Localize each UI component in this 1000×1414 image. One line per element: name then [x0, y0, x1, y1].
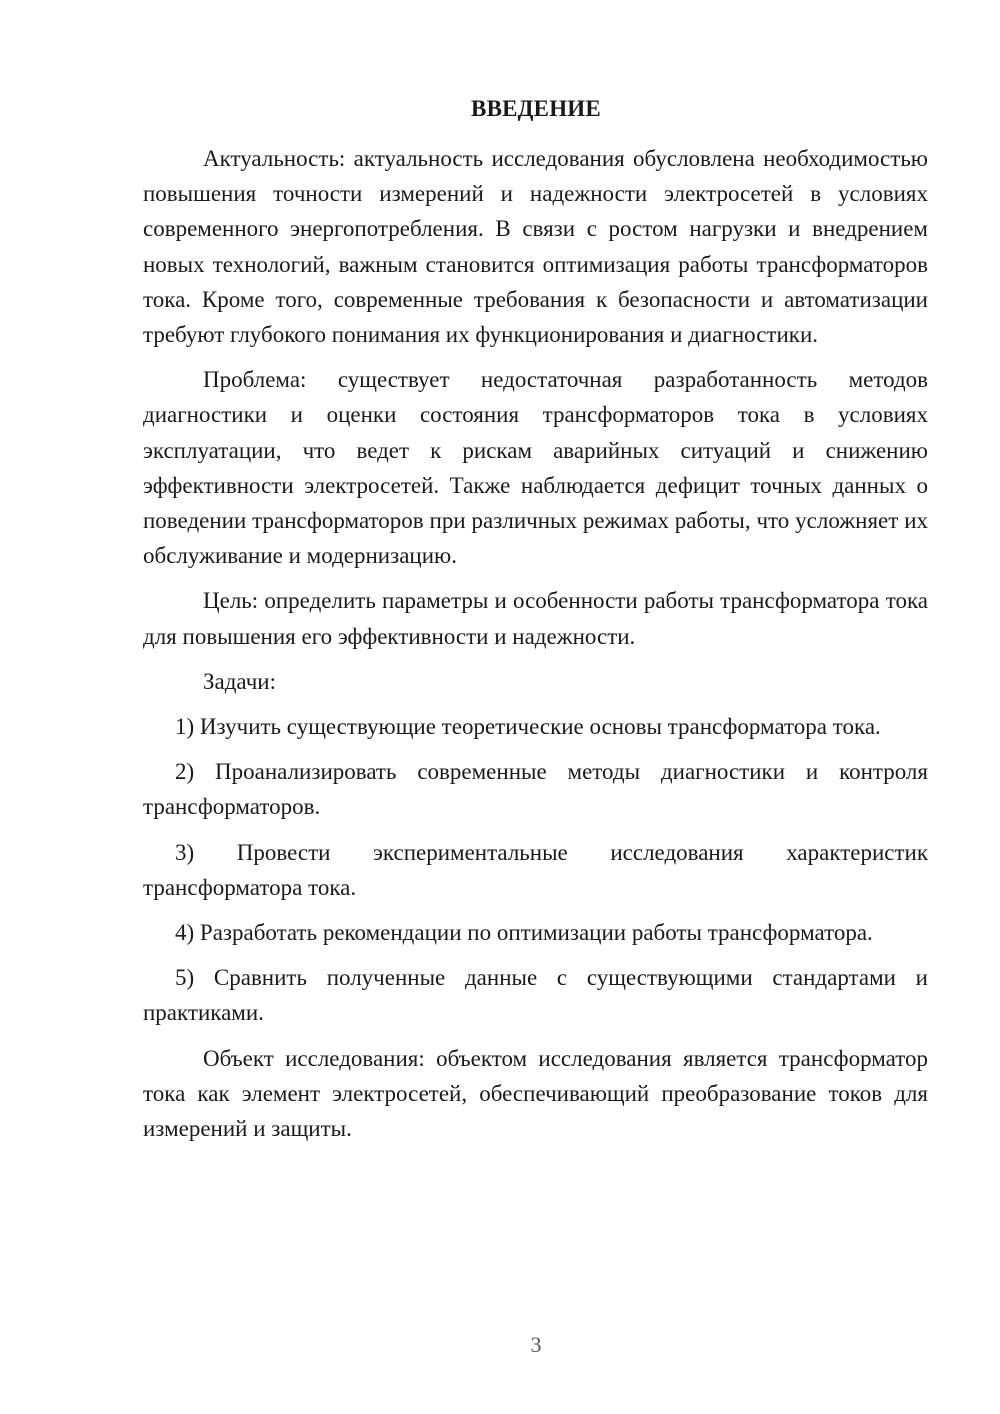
paragraph-relevance: Актуальность: актуальность исследования обусловлена необходимостью повышения точности измерений и надежности электросетей в условиях современного энергопотребления. В связи с ростом нагрузки и внедрением новых технологий, важным становится оптимизация работы трансформаторов тока. Кроме того, современные требования к безопасности и автоматизации требуют глубокого понимания их функционирования и диагностики. [143, 146, 928, 348]
list-item: 5) Сравнить полученные данные с существующими стандартами и практиками. [143, 965, 928, 1026]
paragraph-tasks-heading: Задачи: [203, 668, 276, 694]
list-item: 4) Разработать рекомендации по оптимизации работы трансформатора. [175, 920, 873, 946]
document-body [143, 141, 928, 1156]
page-title: ВВЕДЕНИЕ [471, 96, 601, 121]
list-item: 3) Провести экспериментальные исследования характеристик трансформатора тока. [143, 839, 928, 900]
paragraph-problem: Проблема: существует недостаточная разработанность методов диагностики и оценки состояния трансформаторов тока в условиях эксплуатации, что ведет к рискам аварийных ситуаций и снижению эффективности электросетей. Также наблюдается дефицит точных данных о поведении трансформаторов при различных режимах работы, что усложняет их обслуживание и модернизацию. [143, 367, 928, 569]
list-item: 2) Проанализировать современные методы диагностики и контроля трансформаторов. [143, 759, 928, 820]
paragraph-goal: Цель: определить параметры и особенности работы трансформатора тока для повышения его эффективности и надежности. [143, 588, 928, 649]
paragraph-object: Объект исследования: объектом исследования является трансформатор тока как элемент электросетей, обеспечивающий преобразование токов для измерений и защиты. [143, 1045, 928, 1142]
list-item: 1) Изучить существующие теоретические основы трансформатора тока. [175, 714, 881, 740]
page-number: 3 [530, 1332, 542, 1357]
